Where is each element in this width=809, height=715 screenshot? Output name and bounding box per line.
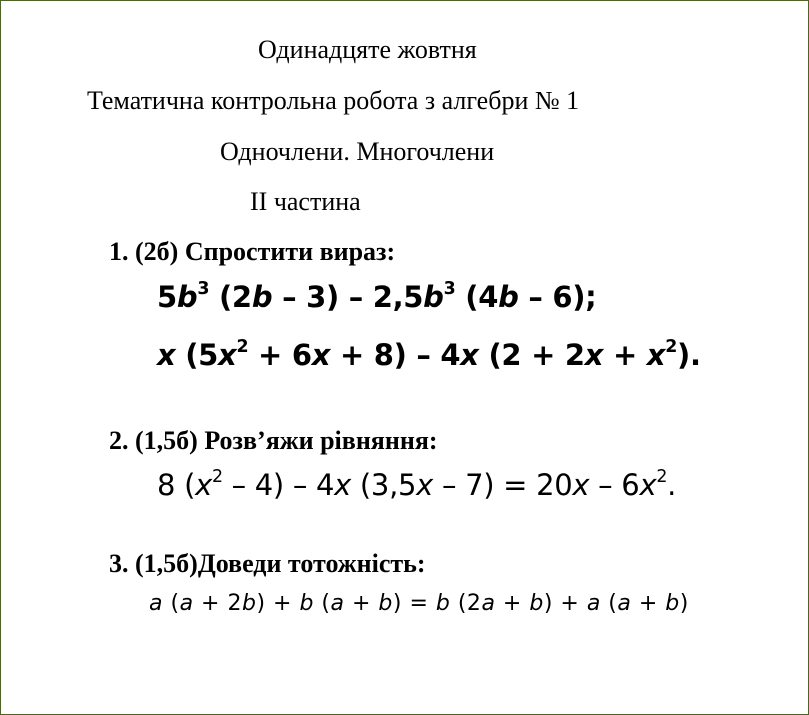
task-1-formula-1: $5b^3$ $(2b - 3) - 2,5b^3$ (4b – 6); [157, 278, 597, 314]
task-3-formula: a (a + 2b) + b (a + b) = b (2a + b) + a (a + b) [149, 591, 689, 616]
test-title: Тематична контрольна робота з алгебри № 1 [87, 86, 580, 115]
topic-line: Одночлени. Многочлени [220, 137, 495, 166]
part-line: ІІ частина [250, 187, 361, 216]
task-2-formula: 8 $(x^2 - 4) - 4x$ $(3,5x - 7) = 20x - 6x^2$. [157, 466, 676, 502]
date-line: Одинадцяте жовтня [258, 35, 477, 64]
task-3-heading: 3. (1,5б)Доведи тотожність: [109, 549, 426, 578]
task-1-heading: 1. (2б) Спростити вираз: [109, 237, 396, 266]
task-1-formula-2: x $(5x^2 + 6x + 8) - 4x$ $(2 + 2x + x^2)$. [157, 336, 701, 372]
task-2-heading: 2. (1,5б) Розв’яжи рівняння: [109, 426, 438, 455]
